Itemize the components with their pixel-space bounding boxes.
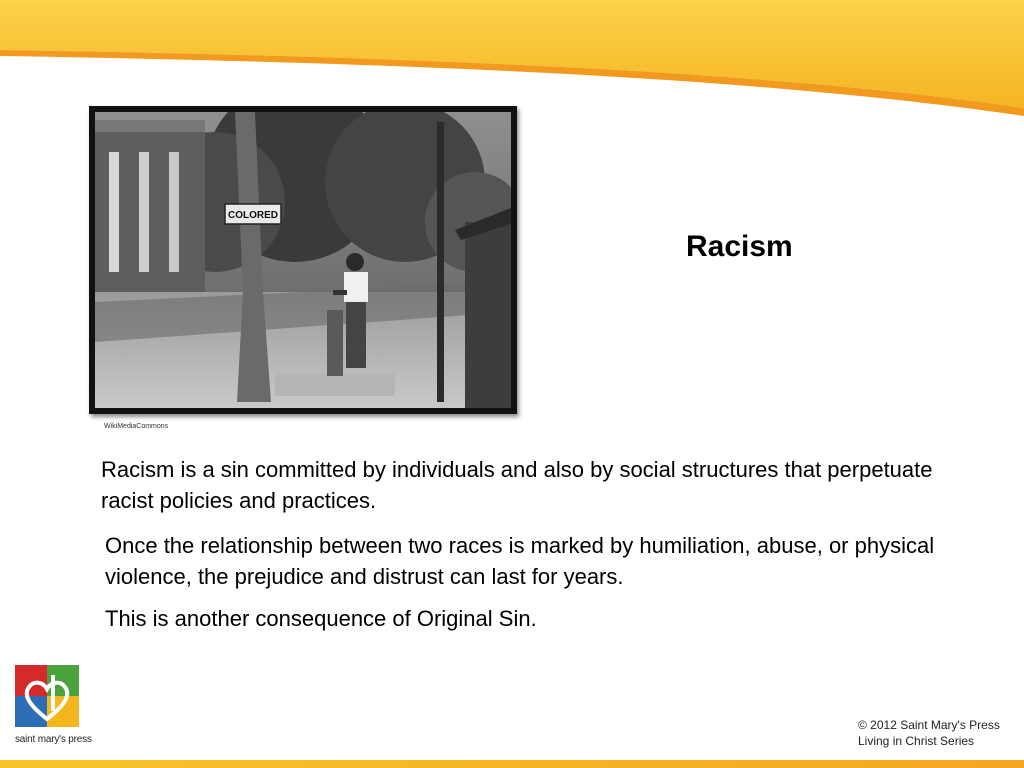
paragraph-3: This is another consequence of Original Sin. (105, 606, 537, 631)
copyright-block (858, 717, 1000, 749)
logo-mark-icon (15, 665, 79, 727)
series-line: Living in Christ Series (858, 734, 975, 748)
logo-text: saint mary's press (15, 734, 92, 745)
header-band (0, 0, 1024, 120)
image-credit: WikiMediaCommons (104, 423, 169, 430)
slide-title: Racism (686, 230, 793, 263)
paragraph-1: Racism is a sin committed by individuals and also by social structures that perpetuate racist policies and practices. (101, 457, 933, 513)
colored-sign: COLORED (228, 210, 278, 221)
copyright-line: © 2012 Saint Mary's Press (858, 718, 1000, 732)
footer-band (0, 760, 1024, 768)
publisher-logo (15, 665, 92, 745)
historical-photo (89, 106, 517, 414)
paragraph-2: Once the relationship between two races is marked by humiliation, abuse, or physical violence, the prejudice and distrust can last for years. (105, 533, 935, 589)
